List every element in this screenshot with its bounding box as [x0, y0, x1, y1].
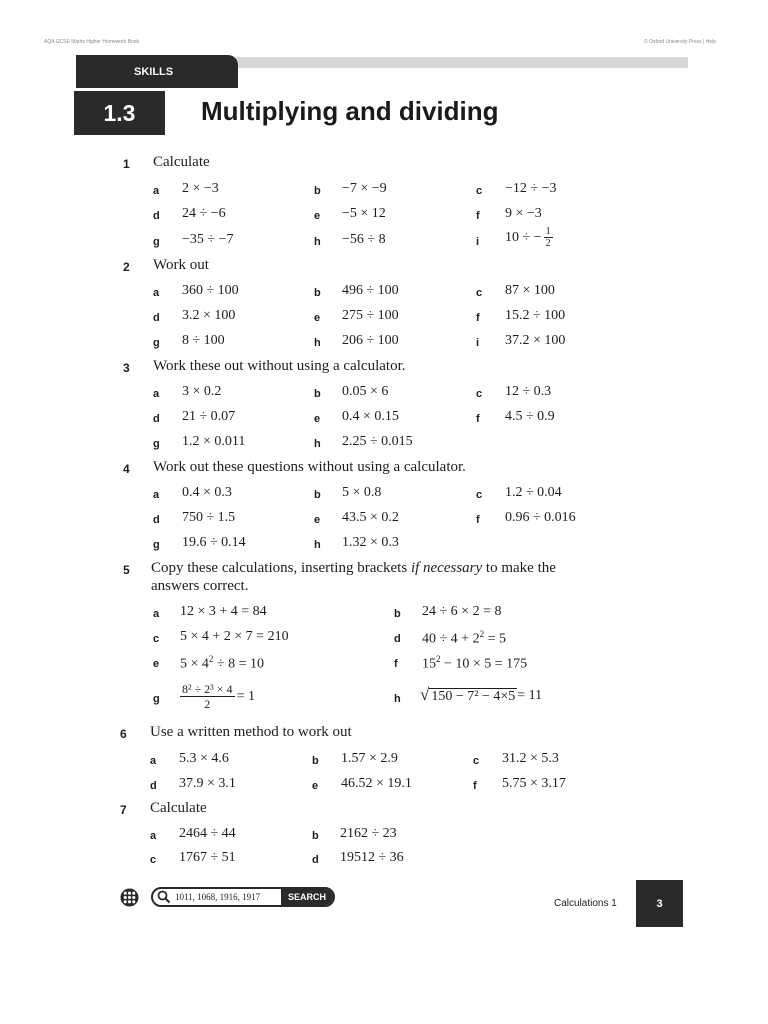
part-expression: 206 ÷ 100	[342, 333, 399, 348]
search-codes: 1011, 1068, 1916, 1917	[175, 892, 261, 902]
part-expression: 43.5 × 0.2	[342, 510, 399, 525]
part-label: d	[312, 854, 319, 866]
part-label: a	[153, 489, 160, 501]
question-text: Work out	[153, 257, 209, 273]
part-expression: 5 × 0.8	[342, 485, 382, 500]
section-number: 1.3	[74, 91, 165, 135]
part-expression: $15^2 - 10 \times 5 = 175$	[422, 654, 528, 672]
question-text: Calculate	[150, 800, 207, 816]
part-expression: 5.75 × 3.17	[502, 776, 566, 791]
part-expression: 15.2 ÷ 100	[505, 308, 566, 323]
part-label: g	[153, 337, 160, 349]
part-expression: 8 ÷ 100	[182, 333, 225, 348]
part-label: g	[153, 539, 160, 551]
question-number: 6	[120, 727, 127, 741]
part-expression: 1.57 × 2.9	[341, 751, 398, 766]
part-expression: 0.05 × 6	[342, 384, 389, 399]
chapter-label: Calculations 1	[554, 898, 617, 909]
question-number: 2	[123, 260, 130, 274]
question-number: 1	[123, 157, 130, 171]
part-expression: 12 ÷ 0.3	[505, 384, 552, 399]
part-label: e	[153, 658, 160, 670]
part-label: c	[150, 854, 157, 866]
part-label: b	[314, 287, 321, 299]
part-label: e	[314, 312, 321, 324]
part-label: c	[473, 755, 480, 767]
part-label: e	[314, 210, 321, 222]
part-expression: 21 ÷ 0.07	[182, 409, 236, 424]
part-expression: −7 × −9	[342, 181, 387, 196]
question-text: Work these out without using a calculator.	[153, 358, 406, 374]
part-expression: 1767 ÷ 51	[179, 850, 236, 865]
part-expression: 10 ÷ − $\frac{1}{2}$	[505, 226, 551, 249]
part-expression: 0.4 × 0.3	[182, 485, 232, 500]
part-expression: 3 × 0.2	[182, 384, 222, 399]
part-expression: 12 × 3 + 4 = 84	[180, 604, 267, 619]
part-label: g	[153, 438, 160, 450]
part-label: d	[153, 210, 160, 222]
section-title: Multiplying and dividing	[201, 96, 499, 126]
part-expression: −56 ÷ 8	[342, 232, 386, 247]
part-label: e	[312, 780, 319, 792]
header-rule	[236, 57, 688, 68]
part-label: a	[153, 185, 160, 197]
part-label: e	[314, 413, 321, 425]
search-icon	[156, 889, 172, 905]
part-label: d	[394, 633, 401, 645]
part-label: b	[394, 608, 401, 620]
page-number: 3	[636, 880, 683, 927]
question-text-continued: answers correct.	[151, 578, 249, 594]
part-expression: 2464 ÷ 44	[179, 826, 236, 841]
skills-tab: SKILLS	[76, 55, 238, 88]
part-label: a	[153, 608, 160, 620]
part-expression: 2 × −3	[182, 181, 219, 196]
question-number: 7	[120, 803, 127, 817]
part-expression: 0.96 ÷ 0.016	[505, 510, 576, 525]
question-text: Copy these calculations, inserting brackets if necessary to make the	[151, 560, 556, 576]
part-label: a	[153, 388, 160, 400]
question-text: Calculate	[153, 154, 210, 170]
part-label: d	[153, 413, 160, 425]
part-label: d	[153, 514, 160, 526]
question-number: 4	[123, 462, 130, 476]
part-expression: 1.2 × 0.011	[182, 434, 246, 449]
search-button[interactable]: SEARCH	[281, 889, 333, 905]
part-label: c	[153, 633, 160, 645]
part-expression: −35 ÷ −7	[182, 232, 234, 247]
part-label: i	[476, 337, 480, 349]
part-expression: √ 150 − 7² − 4×5 = 11	[420, 685, 543, 704]
part-expression: 5.3 × 4.6	[179, 751, 229, 766]
part-label: g	[153, 693, 160, 705]
part-expression: −12 ÷ −3	[505, 181, 557, 196]
part-label: c	[476, 185, 483, 197]
part-expression: 2.25 ÷ 0.015	[342, 434, 413, 449]
part-label: d	[150, 780, 157, 792]
running-header-right: © Oxford University Press | Help	[644, 39, 716, 45]
part-label: f	[476, 312, 480, 324]
part-label: c	[476, 489, 483, 501]
part-expression: 1.2 ÷ 0.04	[505, 485, 562, 500]
part-expression: −5 × 12	[342, 206, 386, 221]
part-expression: $40 \div 4 + 2^2 = 5$	[422, 629, 506, 647]
part-expression: 87 × 100	[505, 283, 555, 298]
part-expression: $5 \times 4^2 \div 8 = 10$	[180, 654, 264, 672]
part-label: b	[312, 755, 319, 767]
part-expression: 19.6 ÷ 0.14	[182, 535, 246, 550]
part-label: c	[476, 388, 483, 400]
part-expression: 750 ÷ 1.5	[182, 510, 236, 525]
question-number: 3	[123, 361, 130, 375]
part-expression: 2162 ÷ 23	[340, 826, 397, 841]
part-expression: 24 ÷ −6	[182, 206, 226, 221]
part-expression: 4.5 ÷ 0.9	[505, 409, 555, 424]
part-label: b	[314, 388, 321, 400]
part-label: f	[476, 514, 480, 526]
part-expression: 275 ÷ 100	[342, 308, 399, 323]
globe-icon[interactable]	[120, 888, 139, 907]
part-label: h	[314, 438, 321, 450]
part-expression: 37.2 × 100	[505, 333, 566, 348]
part-label: h	[314, 236, 321, 248]
part-expression: 9 × −3	[505, 206, 542, 221]
question-text: Work out these questions without using a calculator.	[153, 459, 466, 475]
part-label: h	[314, 539, 321, 551]
part-label: a	[153, 287, 160, 299]
part-expression: $\frac{\text{8² ÷ 2³ × 4}}{2}$ = 1	[182, 682, 255, 711]
part-expression: 1.32 × 0.3	[342, 535, 399, 550]
part-expression: 0.4 × 0.15	[342, 409, 399, 424]
part-expression: 31.2 × 5.3	[502, 751, 559, 766]
part-expression: 37.9 × 3.1	[179, 776, 236, 791]
part-label: e	[314, 514, 321, 526]
part-label: f	[476, 413, 480, 425]
part-label: i	[476, 236, 480, 248]
part-expression: 24 ÷ 6 × 2 = 8	[422, 604, 502, 619]
question-text: Use a written method to work out	[150, 724, 352, 740]
part-label: f	[394, 658, 398, 670]
part-label: g	[153, 236, 160, 248]
part-expression: 5 × 4 + 2 × 7 = 210	[180, 629, 289, 644]
part-label: a	[150, 755, 157, 767]
part-expression: 360 ÷ 100	[182, 283, 239, 298]
part-label: h	[314, 337, 321, 349]
part-label: c	[476, 287, 483, 299]
part-label: f	[476, 210, 480, 222]
part-label: b	[314, 185, 321, 197]
part-label: b	[312, 830, 319, 842]
part-expression: 46.52 × 19.1	[341, 776, 412, 791]
search-box[interactable]	[151, 887, 335, 907]
running-header-left: AQA GCSE Maths Higher Homework Book	[44, 39, 140, 45]
part-label: d	[153, 312, 160, 324]
part-expression: 496 ÷ 100	[342, 283, 399, 298]
part-label: b	[314, 489, 321, 501]
part-label: a	[150, 830, 157, 842]
question-number: 5	[123, 563, 130, 577]
part-expression: 3.2 × 100	[182, 308, 236, 323]
part-label: f	[473, 780, 477, 792]
part-label: h	[394, 693, 401, 705]
part-expression: 19512 ÷ 36	[340, 850, 404, 865]
